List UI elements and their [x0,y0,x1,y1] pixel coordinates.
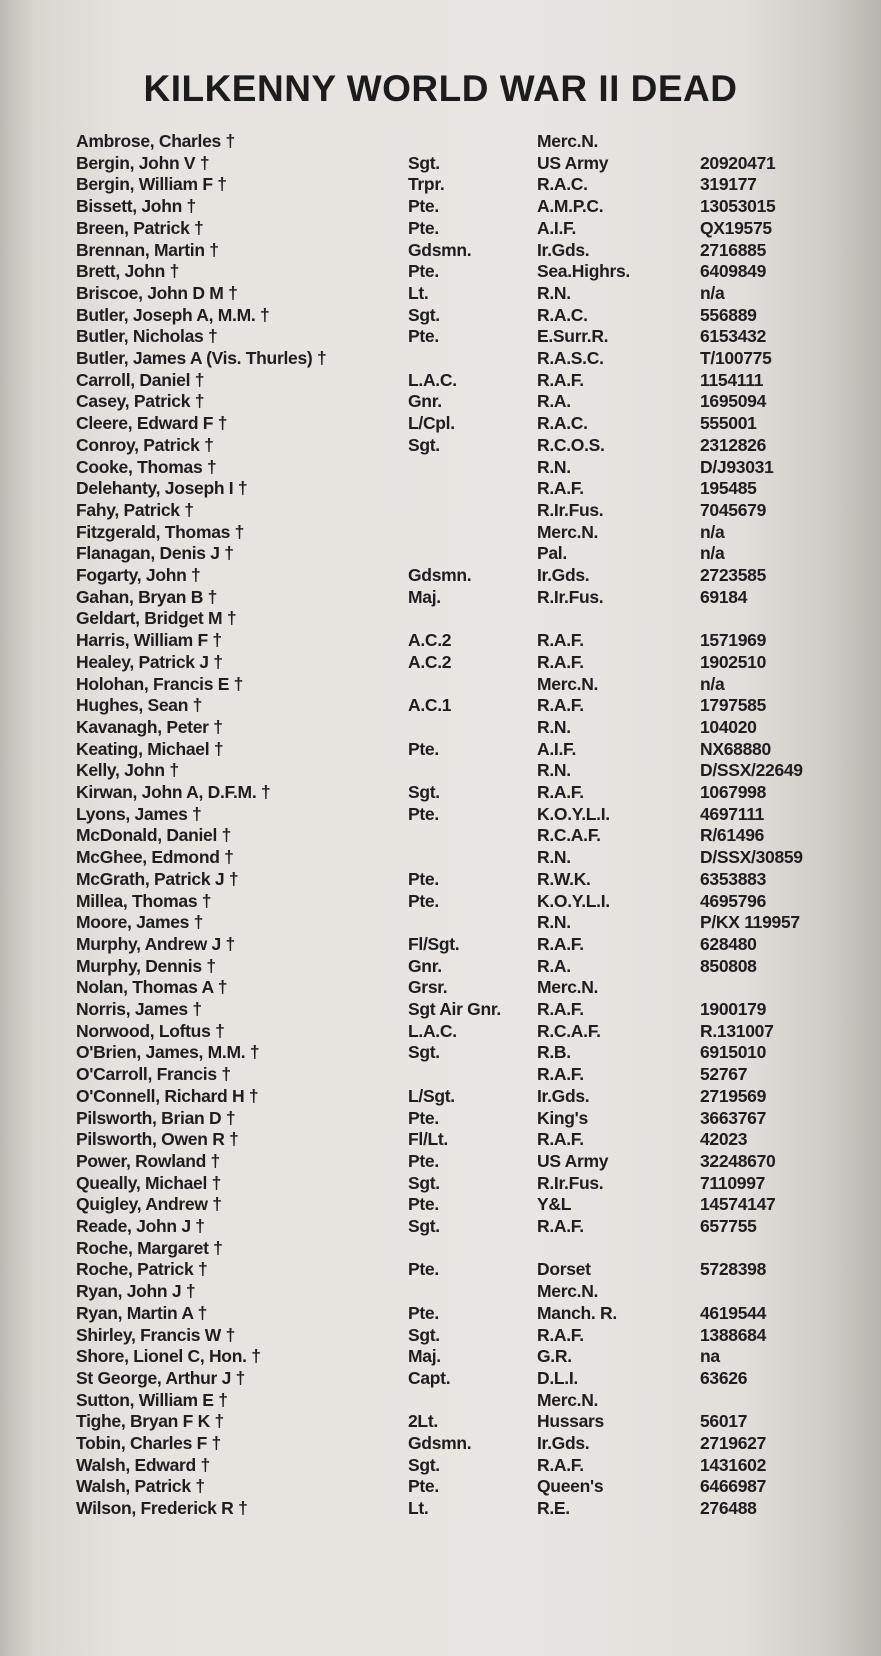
list-item [0,434,881,456]
casualty-unit: D.L.I. [537,1367,578,1388]
casualty-unit: R.A.F. [537,695,584,716]
service-number: 1797585 [700,695,767,716]
service-number: na [700,1346,720,1367]
casualty-unit: Queen's [537,1476,604,1497]
casualty-name: Bergin, John V † [76,152,210,173]
list-item [0,1107,881,1129]
casualty-name: Pilsworth, Owen R † [76,1129,239,1150]
list-item [0,1020,881,1042]
list-item [0,803,881,825]
casualty-rank: Capt. [408,1367,451,1388]
casualty-name: O'Carroll, Francis † [76,1064,231,1085]
casualty-unit: R.A. [537,955,571,976]
casualty-unit: R.A.F. [537,782,584,802]
casualty-rank: L.A.C. [408,369,457,390]
service-number: 20920471 [700,152,776,173]
casualty-rank: L.A.C. [408,1020,457,1041]
casualty-rank: Pte. [408,1476,439,1497]
casualty-unit: E.Surr.R. [537,326,609,347]
casualty-unit: R.A.F. [537,651,584,672]
casualty-name: Moore, James † [76,912,204,933]
casualty-unit: R.A.F. [537,933,584,954]
casualty-rank: Pte. [408,261,439,282]
service-number: 6153432 [700,326,767,347]
list-item [0,1454,881,1476]
casualty-unit: R.A.F. [537,1129,584,1150]
casualty-unit: R.N. [537,716,571,737]
service-number: 276488 [700,1498,757,1519]
casualty-unit: R.Ir.Fus. [537,1172,604,1193]
list-item [0,998,881,1020]
casualty-unit: US Army [537,152,609,173]
casualty-unit: Merc.N. [537,521,599,542]
casualty-name: Roche, Margaret † [76,1237,223,1258]
list-item [0,1172,881,1194]
list-item [0,1258,881,1280]
service-number: 1902510 [700,651,767,672]
casualty-unit: R.C.A.F. [537,1020,601,1041]
service-number: 1695094 [700,391,767,412]
casualty-rank: Maj. [408,1346,441,1367]
list-item [0,347,881,369]
casualty-name: Geldart, Bridget M † [76,608,237,629]
list-item [0,933,881,955]
service-number: n/a [700,282,725,303]
casualty-unit: R.E. [537,1498,570,1519]
casualty-rank: Sgt. [408,304,440,325]
casualty-unit: K.O.Y.L.I. [537,890,610,911]
casualty-rank: Fl/Lt. [408,1129,448,1150]
service-number: 1154111 [700,369,764,390]
casualty-rank: Sgt. [408,782,440,802]
casualty-unit: Ir.Gds. [537,1433,590,1453]
list-item [0,1475,881,1497]
service-number: D/J93031 [700,456,774,477]
service-number: 850808 [700,955,757,976]
casualty-name: Murphy, Andrew J † [76,933,235,954]
list-item [0,716,881,738]
casualty-unit: Ir.Gds. [537,565,590,585]
casualty-name: Cooke, Thomas † [76,456,217,477]
casualty-name: Shirley, Francis W † [76,1324,236,1345]
casualty-rank: Gdsmn. [408,565,472,585]
casualty-rank: Gdsmn. [408,239,472,260]
casualty-unit: Merc.N. [537,131,599,151]
casualty-name: Butler, James A (Vis. Thurles) † [76,348,327,368]
service-number: QX19575 [700,217,772,238]
casualty-name: St George, Arthur J † [76,1367,246,1388]
list-item [0,1497,881,1519]
casualty-unit: R.A.F. [537,1454,584,1475]
service-number: 195485 [700,478,757,499]
service-number: 52767 [700,1064,748,1085]
casualty-unit: R.A. [537,391,571,412]
casualty-rank: A.C.2 [408,630,452,651]
casualty-name: Fahy, Patrick † [76,499,194,520]
service-number: 4697111 [700,803,765,824]
casualty-name: Quigley, Andrew † [76,1194,222,1215]
casualty-name: Briscoe, John D M † [76,282,238,303]
list-item [0,325,881,347]
service-number: 3663767 [700,1107,767,1128]
list-item [0,390,881,412]
list-item [0,304,881,326]
service-number: D/SSX/30859 [700,847,803,868]
service-number: 5728398 [700,1259,767,1280]
list-item [0,1324,881,1346]
service-number: n/a [700,521,725,542]
list-item [0,499,881,521]
service-number: 63626 [700,1367,748,1388]
service-number: 2716885 [700,239,767,260]
casualty-name: Ryan, John J † [76,1281,196,1302]
casualty-unit: R.A.F. [537,1064,584,1085]
casualty-rank: Gnr. [408,391,442,412]
list-item [0,673,881,695]
casualty-unit: R.A.C. [537,413,588,434]
casualty-rank: Fl/Sgt. [408,933,460,954]
casualty-rank: Sgt Air Gnr. [408,999,501,1019]
service-number: 6466987 [700,1476,767,1497]
service-number: 2719569 [700,1085,767,1106]
service-number: 7045679 [700,499,767,520]
list-item [0,1345,881,1367]
casualty-name: Nolan, Thomas A † [76,977,228,998]
service-number: 319177 [700,174,757,195]
casualty-name: Queally, Michael † [76,1172,222,1193]
casualty-unit: Hussars [537,1411,604,1432]
casualty-rank: Pte. [408,1259,439,1280]
casualty-name: Walsh, Patrick † [76,1476,205,1497]
casualty-rank: Pte. [408,803,439,824]
casualty-unit: R.C.O.S. [537,434,605,455]
service-number: 1431602 [700,1454,767,1475]
service-number: 42023 [700,1129,748,1150]
list-item [0,607,881,629]
service-number: 6915010 [700,1042,767,1063]
casualty-unit: Manch. R. [537,1302,617,1323]
service-number: 1571969 [700,630,767,651]
service-number: P/KX 119957 [700,912,800,933]
casualty-rank: Sgt. [408,1216,440,1236]
list-item [0,1041,881,1063]
list-item [0,1280,881,1302]
service-number: 1067998 [700,782,767,802]
casualty-unit: Ir.Gds. [537,239,590,260]
list-item [0,1128,881,1150]
list-item [0,824,881,846]
service-number: n/a [700,543,725,564]
casualty-unit: R.A.S.C. [537,348,604,368]
list-item [0,1237,881,1259]
list-item [0,1193,881,1215]
casualty-unit: Merc.N. [537,673,599,694]
casualty-name: Harris, William F † [76,630,222,651]
casualty-unit: Dorset [537,1259,591,1280]
list-item [0,1410,881,1432]
casualty-unit: R.N. [537,847,571,868]
casualty-name: Flanagan, Denis J † [76,543,234,564]
casualty-rank: Sgt. [408,434,440,455]
casualty-unit: R.N. [537,456,571,477]
casualty-name: Wilson, Frederick R † [76,1498,248,1519]
casualty-rank: L/Sgt. [408,1085,455,1106]
list-item [0,890,881,912]
list-item [0,759,881,781]
casualty-unit: R.N. [537,760,571,781]
casualty-name: Pilsworth, Brian D † [76,1107,236,1128]
service-number: 32248670 [700,1150,776,1171]
list-item [0,694,881,716]
list-item [0,173,881,195]
casualty-unit: R.A.F. [537,1216,584,1236]
casualty-rank: Lt. [408,1498,429,1519]
list-item [0,130,881,152]
casualty-name: Ambrose, Charles † [76,131,235,151]
service-number: 104020 [700,716,757,737]
casualty-rank: Sgt. [408,152,440,173]
list-item [0,456,881,478]
casualty-unit: Sea.Highrs. [537,261,630,282]
service-number: R.131007 [700,1020,774,1041]
list-item [0,1389,881,1411]
casualty-rank: Pte. [408,196,439,217]
casualty-name: Bergin, William F † [76,174,227,195]
casualty-name: Lyons, James † [76,803,202,824]
casualty-name: Brennan, Martin † [76,239,219,260]
casualty-rank: Pte. [408,1107,439,1128]
casualty-name: Carroll, Daniel † [76,369,205,390]
casualty-unit: R.C.A.F. [537,825,601,846]
casualty-unit: A.I.F. [537,738,577,759]
service-number: NX68880 [700,738,771,759]
casualty-unit: R.Ir.Fus. [537,586,604,607]
casualty-name: Hughes, Sean † [76,695,203,716]
casualty-unit: A.I.F. [537,217,577,238]
service-number: 13053015 [700,196,776,217]
casualty-rank: A.C.2 [408,651,452,672]
casualty-rank: Pte. [408,738,439,759]
casualty-name: Butler, Nicholas † [76,326,218,347]
casualty-unit: Y&L [537,1194,572,1215]
casualty-unit: US Army [537,1150,609,1171]
casualty-name: Millea, Thomas † [76,890,212,911]
casualty-name: Tighe, Bryan F K † [76,1411,224,1432]
casualty-name: Norwood, Loftus † [76,1020,225,1041]
list-item [0,1063,881,1085]
casualty-name: Power, Rowland † [76,1150,220,1171]
casualty-rank: Pte. [408,326,439,347]
casualty-name: Holohan, Francis E † [76,673,244,694]
casualty-rank: L/Cpl. [408,413,455,434]
casualty-unit: Ir.Gds. [537,1085,590,1106]
casualty-name: Bissett, John † [76,196,196,217]
casualty-name: Reade, John J † [76,1216,205,1236]
service-number: 2719627 [700,1433,767,1453]
list-item [0,868,881,890]
casualty-name: McGhee, Edmond † [76,847,234,868]
casualty-unit: G.R. [537,1346,572,1367]
service-number: 2312826 [700,434,767,455]
list-item [0,1302,881,1324]
casualty-name: O'Connell, Richard H † [76,1085,259,1106]
casualty-rank: Pte. [408,1302,439,1323]
casualty-name: Tobin, Charles F † [76,1433,221,1453]
service-number: 6353883 [700,868,767,889]
casualty-name: Brett, John † [76,261,180,282]
casualty-unit: R.Ir.Fus. [537,499,604,520]
list-item [0,911,881,933]
casualty-unit: R.A.F. [537,478,584,499]
casualty-unit: King's [537,1107,588,1128]
casualty-rank: A.C.1 [408,695,452,716]
casualty-name: Murphy, Dennis † [76,955,216,976]
list-item [0,976,881,998]
casualty-rank: Gdsmn. [408,1433,472,1453]
casualty-unit: R.A.C. [537,174,588,195]
casualty-rank: 2Lt. [408,1411,438,1432]
service-number: 69184 [700,586,748,607]
casualty-name: Keating, Michael † [76,738,224,759]
service-number: 555001 [700,413,757,434]
casualty-unit: A.M.P.C. [537,196,604,217]
casualty-rank: Pte. [408,217,439,238]
list-item [0,781,881,803]
casualty-rank: Gnr. [408,955,442,976]
casualty-name: Kirwan, John A, D.F.M. † [76,782,271,802]
list-item [0,1432,881,1454]
casualty-name: Fitzgerald, Thomas † [76,521,245,542]
casualty-unit: Merc.N. [537,1281,599,1302]
service-number: 14574147 [700,1194,776,1215]
service-number: 6409849 [700,261,767,282]
casualty-rank: Sgt. [408,1042,440,1063]
casualty-name: Delehanty, Joseph I † [76,478,248,499]
casualty-name: Cleere, Edward F † [76,413,228,434]
casualty-rank: Pte. [408,868,439,889]
casualty-rank: Lt. [408,282,429,303]
service-number: 2723585 [700,565,767,585]
casualty-name: Fogarty, John † [76,565,201,585]
casualty-unit: K.O.Y.L.I. [537,803,610,824]
casualty-unit: R.N. [537,912,571,933]
casualty-name: Walsh, Edward † [76,1454,210,1475]
casualty-unit: Pal. [537,543,567,564]
service-number: n/a [700,673,725,694]
casualty-name: Conroy, Patrick † [76,434,214,455]
list-item [0,564,881,586]
casualty-name: O'Brien, James, M.M. † [76,1042,260,1063]
casualty-rank: Sgt. [408,1172,440,1193]
casualty-name: McGrath, Patrick J † [76,868,239,889]
list-item [0,412,881,434]
service-number: 628480 [700,933,757,954]
list-item [0,282,881,304]
casualty-rank: Sgt. [408,1324,440,1345]
list-item [0,651,881,673]
list-item [0,1150,881,1172]
casualty-name: Casey, Patrick † [76,391,205,412]
casualty-name: Butler, Joseph A, M.M. † [76,304,270,325]
casualty-unit: R.N. [537,282,571,303]
casualty-name: McDonald, Daniel † [76,825,232,846]
list-item [0,217,881,239]
service-number: 1388684 [700,1324,767,1345]
service-number: 657755 [700,1216,757,1236]
list-item [0,738,881,760]
casualty-unit: R.W.K. [537,868,591,889]
service-number: 556889 [700,304,757,325]
casualty-rank: Grsr. [408,977,448,998]
casualty-rank: Sgt. [408,1454,440,1475]
casualty-unit: R.A.C. [537,304,588,325]
list-item [0,629,881,651]
service-number: 4695796 [700,890,767,911]
casualty-name: Roche, Patrick † [76,1259,208,1280]
casualty-name: Healey, Patrick J † [76,651,223,672]
list-item [0,239,881,261]
casualty-unit: R.A.F. [537,999,584,1019]
casualty-name: Sutton, William E † [76,1389,228,1410]
casualty-name: Shore, Lionel C, Hon. † [76,1346,261,1367]
list-item [0,260,881,282]
casualty-rank: Pte. [408,1150,439,1171]
casualty-name: Kelly, John † [76,760,179,781]
casualty-unit: R.A.F. [537,630,584,651]
service-number: D/SSX/22649 [700,760,803,781]
list-item [0,1215,881,1237]
service-number: 1900179 [700,999,767,1019]
list-item [0,586,881,608]
casualty-rank: Pte. [408,1194,439,1215]
casualty-name: Kavanagh, Peter † [76,716,223,737]
casualty-name: Gahan, Bryan B † [76,586,218,607]
list-item [0,195,881,217]
casualty-unit: Merc.N. [537,1389,599,1410]
service-number: T/100775 [700,348,772,368]
casualty-unit: Merc.N. [537,977,599,998]
list-item [0,1085,881,1107]
list-item [0,152,881,174]
casualty-name: Ryan, Martin A † [76,1302,208,1323]
list-item [0,477,881,499]
list-item [0,955,881,977]
list-item [0,521,881,543]
plaque-title: KILKENNY WORLD WAR II DEAD [143,68,738,109]
casualty-unit: R.A.F. [537,1324,584,1345]
list-item [0,542,881,564]
list-item [0,846,881,868]
casualty-name: Norris, James † [76,999,202,1019]
casualty-rank: Pte. [408,890,439,911]
list-item [0,1367,881,1389]
list-item [0,369,881,391]
casualty-rank: Trpr. [408,174,445,195]
service-number: 4619544 [700,1302,767,1323]
casualty-rank: Maj. [408,586,441,607]
service-number: 56017 [700,1411,748,1432]
casualty-unit: R.A.F. [537,369,584,390]
casualty-name: Breen, Patrick † [76,217,204,238]
service-number: R/61496 [700,825,765,846]
casualty-unit: R.B. [537,1042,571,1063]
service-number: 7110997 [700,1172,766,1193]
